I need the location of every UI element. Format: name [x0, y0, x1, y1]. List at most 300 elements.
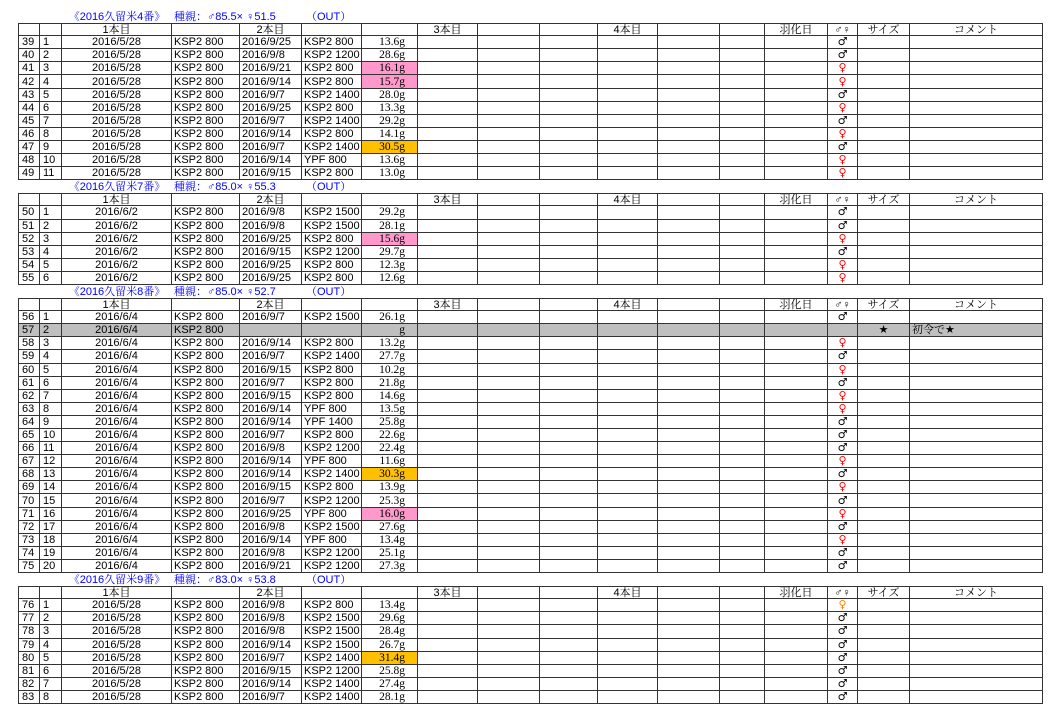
bottle3-date-cell [418, 599, 478, 612]
title-row-cell [828, 10, 858, 23]
bottle3-type-cell [478, 311, 540, 324]
header-index [40, 23, 62, 36]
bottle4-date-cell [598, 311, 658, 324]
bottle4-date-cell [598, 206, 658, 219]
emergence-date-cell [765, 494, 828, 507]
comment-cell [910, 599, 1043, 612]
bottle1-type-cell: KSP2 800 [172, 416, 240, 429]
bottle4-weight-cell [720, 521, 765, 534]
bottle4-weight-cell [720, 141, 765, 154]
comment-cell [910, 521, 1043, 534]
table-row [18, 272, 1043, 285]
bottle4-weight-cell [720, 49, 765, 62]
bottle4-date-cell [598, 167, 658, 180]
bottle3-date-cell [418, 75, 478, 88]
index-cell: 11 [40, 442, 62, 455]
bottle1-date-cell: 2016/6/4 [62, 468, 172, 481]
bottle3-type-cell [478, 521, 540, 534]
bottle3-date-cell [418, 639, 478, 652]
comment-cell [910, 494, 1043, 507]
bottle4-type-cell [658, 560, 720, 573]
title-row-cell [362, 180, 418, 193]
bottle3-type-cell [478, 429, 540, 442]
bottle1-date-cell: 2016/5/28 [62, 665, 172, 678]
table-row [18, 154, 1043, 167]
section-title-row [18, 180, 1043, 193]
bottle2-type-cell: KSP2 1400 [302, 141, 362, 154]
bottle3-type-cell [478, 442, 540, 455]
header-comment: コメント [910, 298, 1043, 311]
bottle4-weight-cell [720, 167, 765, 180]
header-bottle3-type [478, 586, 540, 599]
title-row-cell [765, 10, 828, 23]
row-number-cell: 73 [18, 534, 40, 547]
sex-cell: ♀ [828, 233, 858, 246]
table-row [18, 678, 1043, 691]
bottle1-date-cell: 2016/6/2 [62, 233, 172, 246]
bottle2-date-cell: 2016/9/15 [240, 364, 302, 377]
row-number-cell: 42 [18, 75, 40, 88]
table-row [18, 560, 1043, 573]
bottle2-date-cell: 2016/9/7 [240, 311, 302, 324]
sex-cell: ♂ [828, 665, 858, 678]
bottle4-type-cell [658, 220, 720, 233]
bottle2-type-cell: KSP2 1200 [302, 547, 362, 560]
size-cell [858, 259, 910, 272]
index-cell: 8 [40, 128, 62, 141]
bottle3-type-cell [478, 350, 540, 363]
bottle3-type-cell [478, 455, 540, 468]
bottle1-date-cell: 2016/6/4 [62, 481, 172, 494]
bottle3-type-cell [478, 494, 540, 507]
table-row [18, 115, 1043, 128]
comment-cell [910, 272, 1043, 285]
header-bottle4-type [658, 23, 720, 36]
header-bottle3-type [478, 193, 540, 206]
bottle1-type-cell: KSP2 800 [172, 678, 240, 691]
table-row [18, 468, 1043, 481]
sex-cell: ♂ [828, 625, 858, 638]
bottle1-type-cell: KSP2 800 [172, 691, 240, 704]
emergence-date-cell [765, 612, 828, 625]
size-cell [858, 625, 910, 638]
bottle2-weight-cell: 16.0g [362, 508, 418, 521]
bottle2-date-cell: 2016/9/14 [240, 154, 302, 167]
title-row-cell [478, 180, 540, 193]
index-cell: 4 [40, 75, 62, 88]
bottle2-weight-cell: 27.4g [362, 678, 418, 691]
bottle4-type-cell [658, 154, 720, 167]
table-row [18, 75, 1043, 88]
sex-cell: ♀ [828, 75, 858, 88]
table-row [18, 62, 1043, 75]
emergence-date-cell [765, 625, 828, 638]
bottle4-weight-cell [720, 377, 765, 390]
bottle2-weight-cell: 28.4g [362, 625, 418, 638]
bottle3-date-cell [418, 560, 478, 573]
sex-cell: ♂ [828, 547, 858, 560]
bottle1-type-cell: KSP2 800 [172, 206, 240, 219]
bottle4-date-cell [598, 599, 658, 612]
row-number-cell: 70 [18, 494, 40, 507]
bottle2-date-cell: 2016/9/15 [240, 167, 302, 180]
bottle2-weight-cell: 13.0g [362, 167, 418, 180]
row-number-cell: 83 [18, 691, 40, 704]
title-row-cell [362, 573, 418, 586]
table-row [18, 403, 1043, 416]
size-cell [858, 75, 910, 88]
bottle4-weight-cell [720, 154, 765, 167]
bottle4-weight-cell [720, 36, 765, 49]
sex-cell: ♀ [828, 167, 858, 180]
index-cell: 8 [40, 691, 62, 704]
size-cell [858, 206, 910, 219]
comment-cell [910, 678, 1043, 691]
comment-cell [910, 416, 1043, 429]
comment-cell [910, 508, 1043, 521]
bottle3-date-cell [418, 455, 478, 468]
bottle4-weight-cell [720, 364, 765, 377]
bottle1-type-cell: KSP2 800 [172, 547, 240, 560]
bottle3-type-cell [478, 665, 540, 678]
sex-cell: ♀ [828, 154, 858, 167]
bottle3-date-cell [418, 62, 478, 75]
bottle1-type-cell: KSP2 800 [172, 154, 240, 167]
size-cell [858, 468, 910, 481]
bottle3-weight-cell [540, 639, 598, 652]
bottle4-type-cell [658, 390, 720, 403]
bottle1-date-cell: 2016/6/4 [62, 442, 172, 455]
bottle2-type-cell: KSP2 800 [302, 128, 362, 141]
sex-cell: ♂ [828, 612, 858, 625]
bottle1-date-cell: 2016/6/4 [62, 364, 172, 377]
bottle3-type-cell [478, 468, 540, 481]
bottle3-date-cell [418, 128, 478, 141]
bottle2-weight-cell: 22.6g [362, 429, 418, 442]
bottle2-weight-cell: 26.7g [362, 639, 418, 652]
bottle3-type-cell [478, 36, 540, 49]
title-row-cell [658, 573, 720, 586]
bottle4-date-cell [598, 652, 658, 665]
bottle3-type-cell [478, 508, 540, 521]
sex-cell: ♂ [828, 429, 858, 442]
comment-cell [910, 167, 1043, 180]
bottle2-type-cell: KSP2 800 [302, 377, 362, 390]
bottle4-type-cell [658, 311, 720, 324]
sex-cell: ♂ [828, 652, 858, 665]
bottle3-weight-cell [540, 625, 598, 638]
bottle4-type-cell [658, 350, 720, 363]
bottle4-type-cell [658, 678, 720, 691]
bottle2-type-cell: YPF 800 [302, 403, 362, 416]
bottle2-type-cell: YPF 1400 [302, 416, 362, 429]
bottle2-weight-cell: 25.8g [362, 665, 418, 678]
emergence-date-cell [765, 89, 828, 102]
sex-cell: ♀ [828, 508, 858, 521]
header-bottle4-type [658, 586, 720, 599]
bottle1-date-cell: 2016/6/4 [62, 337, 172, 350]
bottle4-weight-cell [720, 324, 765, 337]
sex-cell: ♂ [828, 206, 858, 219]
bottle4-weight-cell [720, 691, 765, 704]
header-bottle4-weight [720, 193, 765, 206]
emergence-date-cell [765, 259, 828, 272]
bottle1-type-cell: KSP2 800 [172, 494, 240, 507]
bottle3-weight-cell [540, 167, 598, 180]
bottle1-date-cell: 2016/6/4 [62, 416, 172, 429]
title-row-cell [478, 10, 540, 23]
index-cell: 1 [40, 599, 62, 612]
bottle2-type-cell: KSP2 1500 [302, 220, 362, 233]
comment-cell [910, 403, 1043, 416]
comment-cell [910, 350, 1043, 363]
sex-cell: ♀ [828, 455, 858, 468]
bottle4-type-cell [658, 167, 720, 180]
bottle2-weight-cell: 13.3g [362, 102, 418, 115]
bottle1-type-cell: KSP2 800 [172, 521, 240, 534]
index-cell: 1 [40, 206, 62, 219]
bottle1-date-cell: 2016/5/28 [62, 141, 172, 154]
bottle3-date-cell [418, 324, 478, 337]
size-cell [858, 377, 910, 390]
row-number-cell: 60 [18, 364, 40, 377]
title-row-cell [540, 285, 598, 298]
size-cell [858, 481, 910, 494]
title-row-cell [478, 573, 540, 586]
header-bottle3-weight [540, 298, 598, 311]
bottle3-weight-cell [540, 62, 598, 75]
size-cell [858, 652, 910, 665]
bottle3-date-cell [418, 612, 478, 625]
title-row-cell [828, 180, 858, 193]
bottle3-date-cell [418, 102, 478, 115]
breeding-section [18, 180, 1043, 285]
bottle3-weight-cell [540, 508, 598, 521]
header-row-number [18, 586, 40, 599]
bottle2-type-cell: KSP2 800 [302, 62, 362, 75]
parent-sizes: 種親：♂85.0× ♀52.7 [174, 285, 276, 298]
table-row [18, 612, 1043, 625]
row-number-cell: 56 [18, 311, 40, 324]
bottle4-date-cell [598, 534, 658, 547]
bottle1-type-cell: KSP2 800 [172, 324, 240, 337]
sex-cell: ♂ [828, 639, 858, 652]
bottle2-date-cell: 2016/9/7 [240, 494, 302, 507]
bottle1-type-cell: KSP2 800 [172, 468, 240, 481]
bottle2-type-cell: KSP2 1200 [302, 665, 362, 678]
comment-cell [910, 612, 1043, 625]
bottle2-date-cell: 2016/9/8 [240, 625, 302, 638]
bottle4-date-cell [598, 560, 658, 573]
bottle1-date-cell: 2016/5/28 [62, 678, 172, 691]
bottle2-weight-cell: 13.6g [362, 154, 418, 167]
header-bottle1: 1本目 [62, 298, 172, 311]
size-cell [858, 665, 910, 678]
header-bottle4-weight [720, 586, 765, 599]
bottle3-weight-cell [540, 206, 598, 219]
bottle2-type-cell: KSP2 800 [302, 75, 362, 88]
bottle4-type-cell [658, 639, 720, 652]
emergence-date-cell [765, 220, 828, 233]
title-row-cell [240, 573, 302, 586]
index-cell: 7 [40, 390, 62, 403]
bottle3-type-cell [478, 612, 540, 625]
sex-cell: ♂ [828, 246, 858, 259]
bottle4-type-cell [658, 625, 720, 638]
bottle2-date-cell: 2016/9/7 [240, 429, 302, 442]
row-number-cell: 48 [18, 154, 40, 167]
emergence-date-cell [765, 272, 828, 285]
size-cell [858, 115, 910, 128]
emergence-date-cell [765, 547, 828, 560]
bottle2-weight-cell: 13.6g [362, 36, 418, 49]
bottle3-weight-cell [540, 128, 598, 141]
header-bottle1: 1本目 [62, 586, 172, 599]
size-cell: ★ [858, 324, 910, 337]
bottle4-date-cell [598, 102, 658, 115]
bottle2-date-cell: 2016/9/14 [240, 455, 302, 468]
bottle1-date-cell: 2016/6/4 [62, 311, 172, 324]
bottle4-type-cell [658, 691, 720, 704]
size-cell [858, 102, 910, 115]
bottle3-weight-cell [540, 665, 598, 678]
bottle3-weight-cell [540, 547, 598, 560]
bottle2-type-cell: KSP2 800 [302, 364, 362, 377]
bottle1-type-cell: KSP2 800 [172, 390, 240, 403]
comment-cell [910, 154, 1043, 167]
emergence-date-cell [765, 102, 828, 115]
row-number-cell: 59 [18, 350, 40, 363]
bottle3-type-cell [478, 403, 540, 416]
bottle3-weight-cell [540, 481, 598, 494]
bottle4-type-cell [658, 246, 720, 259]
size-cell [858, 36, 910, 49]
title-row-cell [418, 180, 478, 193]
section-status: （OUT） [306, 10, 352, 23]
header-bottle2: 2本目 [240, 23, 302, 36]
emergence-date-cell [765, 403, 828, 416]
bottle1-type-cell: KSP2 800 [172, 377, 240, 390]
size-cell [858, 442, 910, 455]
table-row [18, 390, 1043, 403]
table-row [18, 36, 1043, 49]
bottle4-type-cell [658, 612, 720, 625]
bottle4-weight-cell [720, 75, 765, 88]
bottle3-weight-cell [540, 691, 598, 704]
bottle2-date-cell: 2016/9/14 [240, 75, 302, 88]
comment-cell [910, 36, 1043, 49]
size-cell [858, 494, 910, 507]
bottle4-type-cell [658, 75, 720, 88]
bottle3-weight-cell [540, 75, 598, 88]
bottle3-weight-cell [540, 442, 598, 455]
bottle1-date-cell: 2016/5/28 [62, 612, 172, 625]
row-number-cell: 69 [18, 481, 40, 494]
index-cell: 18 [40, 534, 62, 547]
emergence-date-cell [765, 364, 828, 377]
bottle3-type-cell [478, 75, 540, 88]
index-cell: 3 [40, 625, 62, 638]
row-number-cell: 58 [18, 337, 40, 350]
bottle1-date-cell: 2016/5/28 [62, 49, 172, 62]
bottle2-date-cell: 2016/9/15 [240, 390, 302, 403]
bottle2-date-cell: 2016/9/25 [240, 259, 302, 272]
parent-sizes: 種親：♂83.0× ♀53.8 [174, 573, 276, 586]
header-sex: ♂♀ [828, 586, 858, 599]
size-cell [858, 233, 910, 246]
bottle3-weight-cell [540, 364, 598, 377]
bottle3-type-cell [478, 625, 540, 638]
table-row [18, 416, 1043, 429]
bottle3-weight-cell [540, 612, 598, 625]
comment-cell [910, 625, 1043, 638]
bottle3-date-cell [418, 678, 478, 691]
row-number-cell: 40 [18, 49, 40, 62]
bottle3-date-cell [418, 390, 478, 403]
bottle3-type-cell [478, 364, 540, 377]
emergence-date-cell [765, 416, 828, 429]
bottle4-weight-cell [720, 455, 765, 468]
bottle3-type-cell [478, 62, 540, 75]
row-number-cell: 79 [18, 639, 40, 652]
bottle3-weight-cell [540, 246, 598, 259]
header-bottle2-weight [362, 586, 418, 599]
emergence-date-cell [765, 246, 828, 259]
bottle2-weight-cell: 27.7g [362, 350, 418, 363]
comment-cell [910, 246, 1043, 259]
title-row-cell [240, 180, 302, 193]
header-bottle2-type [302, 193, 362, 206]
bottle1-date-cell: 2016/6/4 [62, 494, 172, 507]
bottle3-date-cell [418, 521, 478, 534]
bottle4-type-cell [658, 494, 720, 507]
bottle4-type-cell [658, 89, 720, 102]
bottle1-date-cell: 2016/5/28 [62, 625, 172, 638]
bottle2-weight-cell: 11.6g [362, 455, 418, 468]
bottle3-date-cell [418, 364, 478, 377]
row-number-cell: 63 [18, 403, 40, 416]
header-bottle4: 4本目 [598, 23, 658, 36]
bottle4-type-cell [658, 102, 720, 115]
bottle4-date-cell [598, 494, 658, 507]
comment-cell [910, 481, 1043, 494]
header-row [18, 298, 1043, 311]
bottle2-weight-cell: 28.0g [362, 89, 418, 102]
sex-cell: ♂ [828, 115, 858, 128]
title-row-cell [858, 180, 910, 193]
bottle4-date-cell [598, 154, 658, 167]
bottle1-date-cell: 2016/6/2 [62, 206, 172, 219]
sex-cell: ♀ [828, 62, 858, 75]
bottle1-date-cell: 2016/6/4 [62, 547, 172, 560]
index-cell: 2 [40, 324, 62, 337]
title-row-cell [40, 573, 62, 586]
bottle3-date-cell [418, 416, 478, 429]
row-number-cell: 46 [18, 128, 40, 141]
section-title: 《2016久留米9番》 [68, 573, 166, 586]
bottle1-type-cell: KSP2 800 [172, 364, 240, 377]
emergence-date-cell [765, 377, 828, 390]
bottle2-weight-cell: 10.2g [362, 364, 418, 377]
header-index [40, 586, 62, 599]
title-row-cell [765, 573, 828, 586]
bottle4-date-cell [598, 508, 658, 521]
bottle2-weight-cell: 30.5g [362, 141, 418, 154]
row-number-cell: 68 [18, 468, 40, 481]
header-comment: コメント [910, 193, 1043, 206]
bottle1-date-cell: 2016/6/4 [62, 350, 172, 363]
size-cell [858, 639, 910, 652]
